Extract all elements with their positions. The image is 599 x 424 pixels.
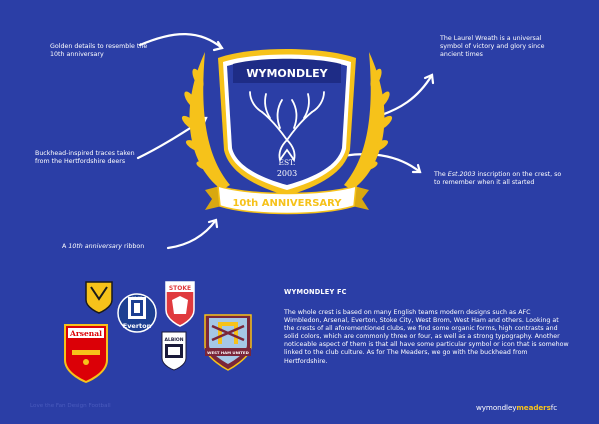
annotation-ribbon-em: 10th anniversary [68,243,123,250]
annotation-est-post: inscription on the crest, so to remember when it all started [434,171,562,187]
annotation-ribbon-post: ribbon [122,243,145,250]
footer-brand [476,403,557,412]
footer-brand-c: fc [550,403,558,412]
annotation-golden-details: Golden details to resemble the 10th anniversary [50,43,148,59]
annotation-est-pre: The [434,171,448,178]
info-title: WYMONDLEY FC [284,288,347,296]
annotation-est [434,171,566,187]
stoke-label: STOKE [168,285,192,292]
info-body: The whole crest is based on many English teams modern designs such as AFC Wimbledon, Arsenal, Everton, Stoke City, West Brom, West Ham and others. Looking at the crests of all aforementioned clubs, we find some organic forms, high contrasts and solid colors, which are commonly three or four, as well as a strong typography. Another noticeable aspect of them is that all have some particular symbol or icon that is somehow linked to the club culture. As for The Meaders, we go with the buckhead from Hertfordshire. [284,309,569,365]
arsenal-label: Arsenal [70,329,102,338]
albion-label: ALBION [164,338,184,343]
footer-brand-b: meaders [516,403,551,412]
ribbon-text: 10th ANNIVERSARY [232,198,342,209]
arsenal-badge [65,325,107,382]
everton-years: 18 78 [131,296,143,300]
footer-credit: Love the Fan Design Football [30,403,111,409]
stoke-badge [166,282,194,326]
west-ham-label: WEST HAM UNITED [207,350,249,355]
arrow-ribbon [168,220,216,248]
annotation-est-em: Est.2003 [447,171,476,178]
crest-est-label: EST. [278,158,296,167]
annotation-ribbon-pre: A [62,243,69,250]
west-ham-badge [205,315,251,370]
annotation-laurel-wreath: The Laurel Wreath is a universal symbol of victory and glory since ancient times [440,35,545,59]
afc-wimbledon-badge [86,282,112,313]
club-badges [65,282,251,382]
crest-est-year: 2003 [276,169,298,178]
crest-name: WYMONDLEY [246,67,328,80]
annotation-buckhead: Buckhead-inspired traces taken from the Hertfordshire deers [35,150,135,166]
everton-badge [118,294,156,332]
annotation-ribbon [62,243,172,251]
arrow-golden-details [140,34,222,48]
footer-brand-a: wymondley [476,403,517,412]
west-brom-badge [162,332,186,370]
everton-label: Everton [122,322,152,330]
